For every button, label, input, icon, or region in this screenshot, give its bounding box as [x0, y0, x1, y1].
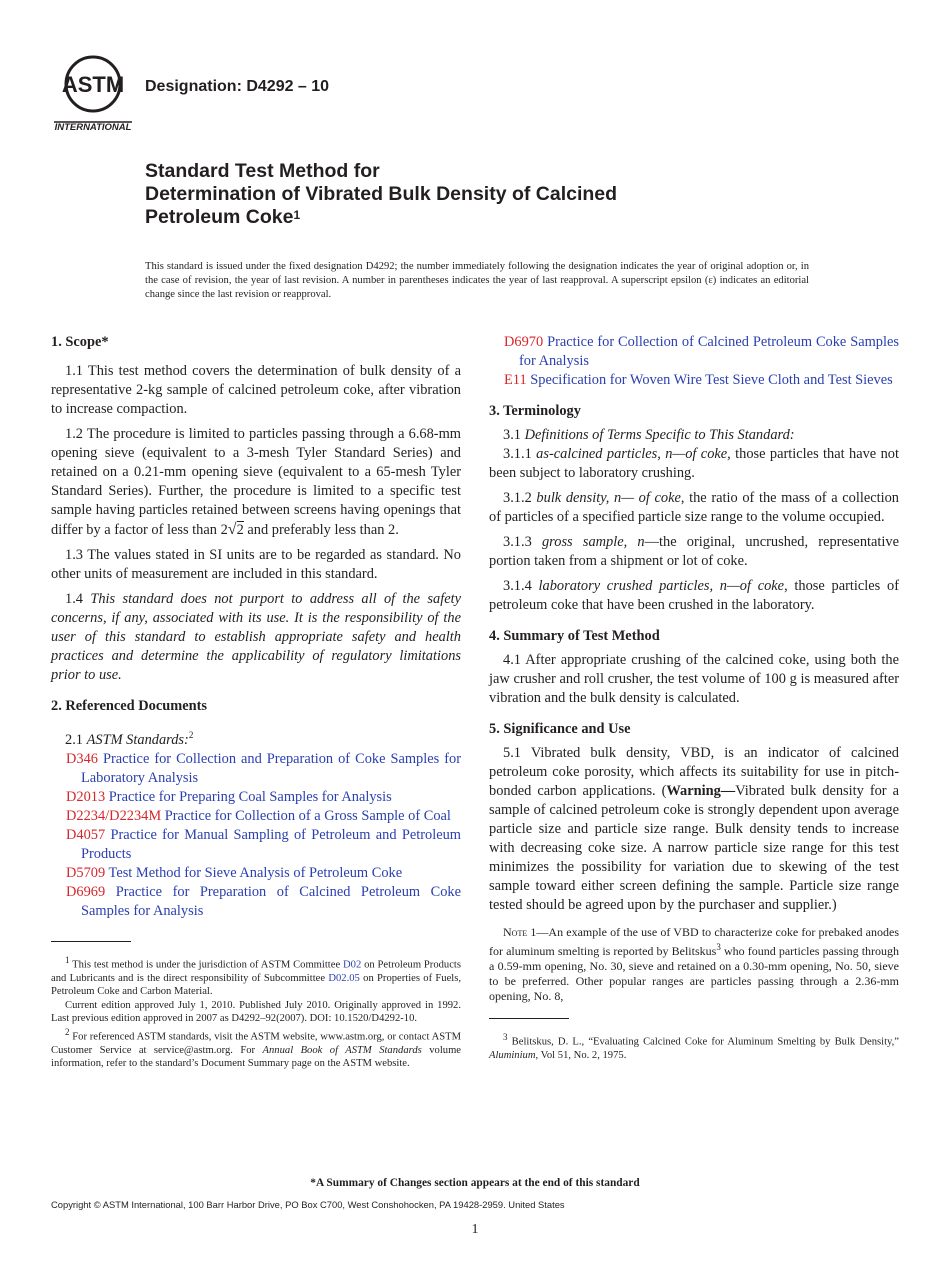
- reference-item[interactable]: [51, 826, 461, 864]
- footnote-3-mark: 3: [503, 1032, 508, 1042]
- reference-code[interactable]: D6970: [504, 334, 544, 350]
- para-3-1-3: [489, 533, 899, 571]
- title-line-3-text: Petroleum Coke: [145, 206, 294, 228]
- scope-heading: 1. Scope*: [51, 334, 109, 350]
- term-as-calcined: as-calcined particles, n—of coke,: [536, 446, 731, 462]
- reference-code[interactable]: E11: [504, 372, 527, 388]
- document-title: [145, 160, 845, 229]
- logo-text: ASTM: [61, 72, 125, 97]
- footnote-1-approval: Current edition approved July 1, 2010. Published July 2010. Originally approved in 1992. Last previous edition approved in 2007 as D4292–92(2007). DOI: 10.1520/D4292-10.: [51, 999, 461, 1025]
- para-3-1-text: Definitions of Terms Specific to This Standard:: [524, 427, 795, 443]
- sqrt-expression: [221, 522, 244, 538]
- reference-item[interactable]: [51, 807, 461, 826]
- committee-link[interactable]: D02: [343, 959, 362, 971]
- reference-title[interactable]: Practice for Collection of a Gross Sample of Coal: [164, 807, 451, 824]
- para-3-1: [489, 426, 899, 445]
- footnote-2-text-a: For referenced ASTM standards, visit the ASTM website, www.astm.org, or contact ASTM Customer Service at service@astm.org. For: [51, 1031, 461, 1056]
- reference-code[interactable]: D5709: [66, 864, 106, 881]
- referenced-heading: 2. Referenced Documents: [51, 698, 207, 714]
- footnote-1-text-a: This test method is under the jurisdiction of ASTM Committee: [72, 959, 341, 971]
- para-3-1-1-text: those particles that have not been subject to laboratory crushing.: [489, 446, 899, 481]
- footnote-1: [51, 954, 461, 999]
- para-1-3: 1.3 The values stated in SI units are to be regarded as standard. No other units of measurement are included in this standard.: [51, 547, 461, 582]
- reference-item[interactable]: [51, 883, 461, 921]
- astm-logo-icon: [50, 54, 136, 134]
- para-1-4-num: 1.4: [65, 591, 83, 607]
- para-1-2: [51, 425, 461, 540]
- para-2-1-num: 2.1: [65, 731, 83, 748]
- reference-item[interactable]: [51, 864, 461, 883]
- subcommittee-link[interactable]: D02.05: [328, 972, 360, 984]
- warning-label: Warning—: [666, 783, 736, 799]
- reference-title[interactable]: Practice for Preparation of Calcined Petroleum Coke Samples for Analysis: [81, 883, 461, 919]
- reference-title[interactable]: Specification for Woven Wire Test Sieve Cloth and Test Sieves: [530, 372, 893, 388]
- astm-logo: [50, 54, 136, 134]
- para-4-1: 4.1 After appropriate crushing of the calcined coke, using both the jaw crusher and roll crusher, the test volume of 100 g is measured after vibration and the bulk density is calculated.: [489, 652, 899, 706]
- designation-notice: This standard is issued under the fixed designation D4292; the number immediately following the designation indicates the year of original adoption or, in the case of revision, the year of last revision. A number in parentheses indicates the year of last reapproval. A superscript epsilon (ε) indicates an editorial change since the last revision or reapproval.: [145, 261, 809, 300]
- reference-title[interactable]: Test Method for Sieve Analysis of Petroleum Coke: [108, 864, 403, 881]
- note-1-label: Note 1: [503, 925, 537, 939]
- footnote-1-text-c: on Properties of Fuels, Petroleum Coke and Carbon Material.: [51, 972, 461, 998]
- para-3-1-2-text: , the ratio of the mass of a collection of particles of a specified particle size range to the volume occupied.: [489, 490, 899, 525]
- para-1-2-text: 1.2 The procedure is limited to particles passing through a 6.68-mm opening sieve (equivalent to a 3-mesh Tyler Standard Series) and retained on a 0.21-mm opening sieve (equivalent to a 65-mesh Tyler Standard Series). Further, the procedure is limited to a specific test sample having particles retained between screens having openings that differ by a factor of less than: [51, 426, 461, 538]
- copyright: Copyright © ASTM International, 100 Barr Harbor Drive, PO Box C700, West Conshohocken, PA 19428-2959. United States: [51, 1199, 565, 1210]
- summary-heading: 4. Summary of Test Method: [489, 628, 660, 644]
- title-footnote-mark: 1: [293, 208, 301, 222]
- para-5-1: [489, 744, 899, 915]
- summary-of-changes-note: *A Summary of Changes section appears at the end of this standard: [310, 1177, 640, 1189]
- note-1-text-a: —An example of the use of VBD to characterize coke for prebaked anodes for aluminum smelting is reported by Belitskus: [489, 925, 899, 958]
- reference-item[interactable]: [489, 333, 899, 371]
- para-3-1-2-num: 3.1.2: [503, 490, 532, 506]
- sqrt-sign: √: [227, 521, 237, 538]
- para-5-1-text-a: 5.1 Vibrated bulk density, VBD, is an indicator of calcined petroleum coke porosity, which affects its suitability for use in pitch-bonded carbon applications. (: [489, 745, 899, 799]
- para-1-2-end: and preferably less than 2.: [247, 522, 399, 538]
- footnote-divider: [489, 1018, 569, 1019]
- para-3-1-3-text: —the original, uncrushed, representative portion taken from a shipment or lot of coke.: [489, 534, 899, 569]
- title-line-2: Determination of Vibrated Bulk Density of Calcined: [145, 183, 618, 205]
- footnote-1-text-b: on Petroleum Products and Lubricants and is the direct responsibility of Subcommittee: [51, 959, 461, 984]
- sqrt-radicand: 2: [236, 522, 244, 538]
- para-2-1: [51, 726, 461, 750]
- footnote-3: [489, 1031, 899, 1063]
- significance-heading: 5. Significance and Use: [489, 721, 631, 737]
- para-3-1-4: [489, 577, 899, 615]
- designation: Designation: D4292 – 10: [145, 78, 330, 95]
- reference-code[interactable]: D2234/D2234M: [66, 807, 162, 824]
- sqrt-factor: 2: [220, 522, 228, 538]
- para-2-1-mark: 2: [188, 730, 194, 740]
- para-3-1-1-num: 3.1.1: [503, 446, 532, 462]
- footnote-2-mark: 2: [65, 1026, 70, 1037]
- reference-code[interactable]: D2013: [66, 788, 106, 805]
- page-number: 1: [471, 1222, 479, 1237]
- logo-subtext: INTERNATIONAL: [54, 122, 132, 133]
- footnote-2-italic: Annual Book of ASTM Standards: [262, 1044, 422, 1056]
- para-3-1-1: [489, 445, 899, 483]
- term-gross-sample: gross sample, n: [541, 534, 645, 550]
- para-3-1-4-num: 3.1.4: [503, 578, 532, 594]
- para-3-1-2: [489, 489, 899, 527]
- para-3-1-4-text: , those particles of petroleum coke that have been crushed in the laboratory.: [489, 578, 899, 613]
- title-line-3: [145, 206, 845, 229]
- para-1-4: [51, 590, 461, 685]
- reference-item[interactable]: [489, 371, 899, 390]
- term-lab-crushed: laboratory crushed particles, n—of coke: [538, 578, 785, 594]
- terminology-heading: 3. Terminology: [489, 403, 581, 419]
- reference-code[interactable]: D6969: [66, 883, 106, 900]
- right-column: [489, 333, 899, 1063]
- para-1-4-text: This standard does not purport to address all of the safety concerns, if any, associated with its use. It is the responsibility of the user of this standard to establish appropriate safety and health practices and determine the applicability of regulatory limitations prior to use.: [51, 591, 461, 683]
- reference-item[interactable]: [51, 750, 461, 788]
- note-1: [489, 925, 899, 1004]
- left-column: [51, 333, 461, 1071]
- footnote-divider: [51, 941, 131, 942]
- para-3-1-3-num: 3.1.3: [503, 534, 532, 550]
- footnote-1-mark: 1: [65, 954, 70, 965]
- footnote-3-text-b: , Vol 51, No. 2, 1975.: [535, 1050, 627, 1062]
- footnote-2: [51, 1026, 461, 1071]
- note-1-text-b: who found particles passing through a 0.59-mm opening, No. 30, sieve and retained on a 0.30-mm opening, No. 50, sieve to be preferred. Other popular ranges are particles passing through a 2.36-mm opening, No. 8,: [489, 944, 900, 1003]
- para-5-1-text-b: Vibrated bulk density for a sample of calcined petroleum coke is strongly dependent upon average particle size and particle size range. Bulk density tends to increase with decreasing coke size. A narrow particle size range for this test minimizes the possibility for variation due to skewing of the test sample toward either screen defining the sample. Particle size range tested should be agreed upon by the purchaser and supplier.): [489, 783, 899, 913]
- footnote-3-italic: Aluminium: [489, 1050, 536, 1062]
- para-3-1-num: 3.1: [503, 427, 521, 443]
- footnote-3-text-a: Belitskus, D. L., “Evaluating Calcined Coke for Aluminum Smelting by Bulk Density,”: [511, 1036, 899, 1048]
- note-1-mark: 3: [716, 942, 721, 952]
- para-2-1-label: ASTM Standards:: [86, 731, 189, 748]
- reference-title[interactable]: Practice for Preparing Coal Samples for Analysis: [108, 788, 392, 805]
- title-line-1: Standard Test Method for: [145, 160, 380, 182]
- term-bulk-density: bulk density, n— of coke: [536, 490, 681, 506]
- reference-code[interactable]: D346: [66, 750, 98, 767]
- reference-title[interactable]: Practice for Collection of Calcined Petroleum Coke Samples for Analysis: [519, 334, 899, 369]
- footnote-2-text-b: volume information, refer to the standard’s Document Summary page on the ASTM website.: [51, 1044, 462, 1070]
- reference-title[interactable]: Practice for Manual Sampling of Petroleum and Petroleum Products: [81, 826, 461, 862]
- reference-title[interactable]: Practice for Collection and Preparation of Coke Samples for Laboratory Analysis: [81, 750, 461, 786]
- para-1-1: 1.1 This test method covers the determination of bulk density of a representative 2-kg sample of calcined petroleum coke, after vibration to increase compaction.: [51, 363, 461, 417]
- reference-item[interactable]: [51, 788, 461, 807]
- reference-code[interactable]: D4057: [66, 826, 106, 843]
